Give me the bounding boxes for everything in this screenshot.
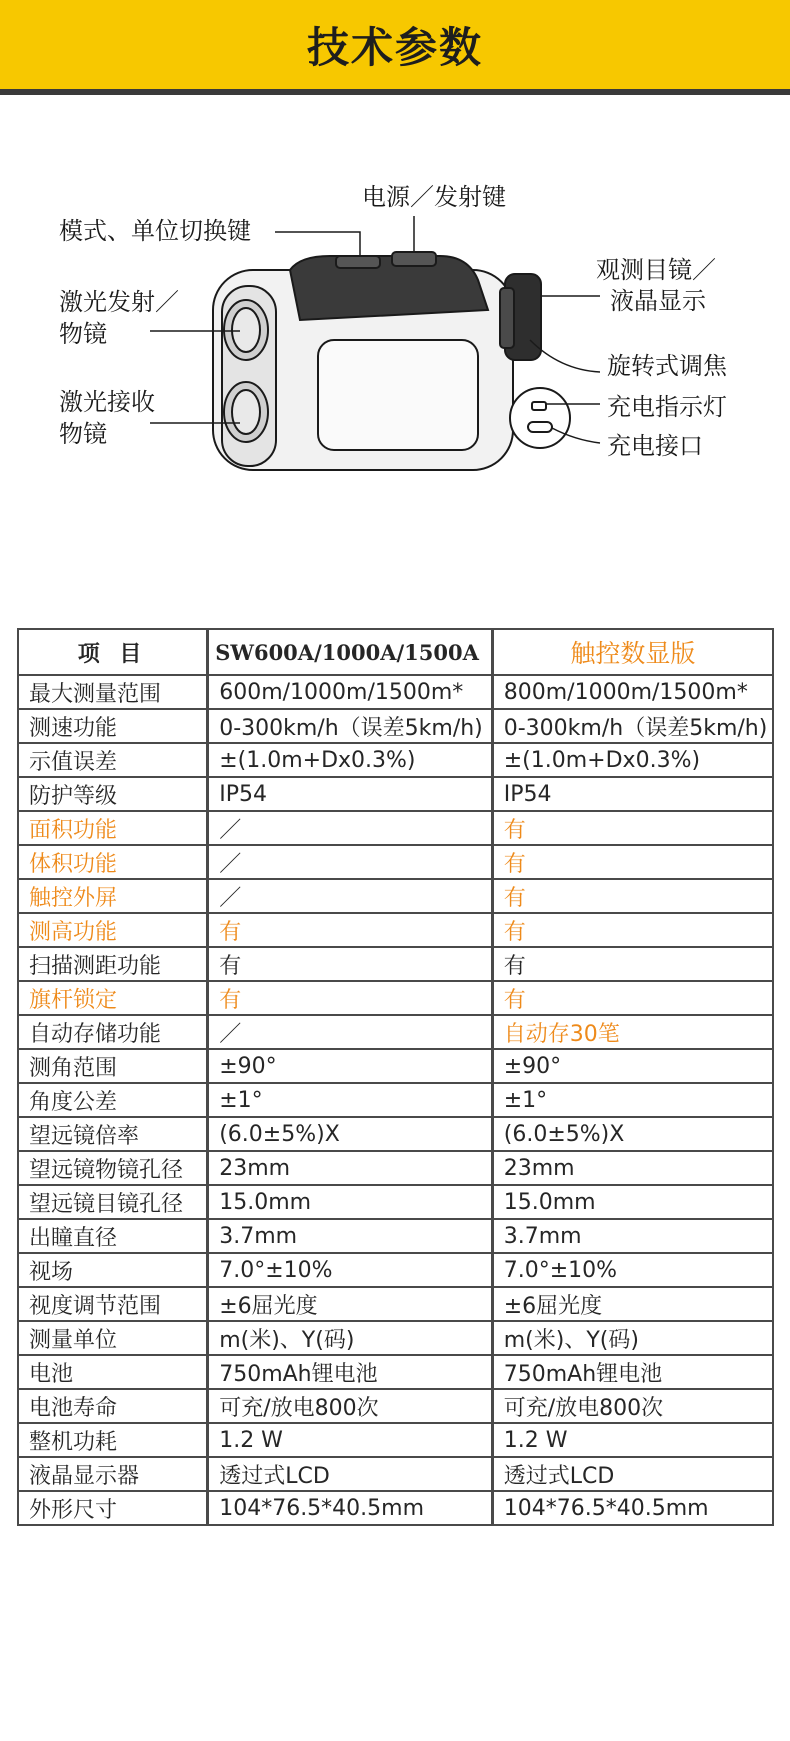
cell-model: 15.0mm (208, 1185, 493, 1219)
cell-touch-version: ±6屈光度 (492, 1287, 773, 1321)
cell-model: ／ (208, 879, 493, 913)
page-title: 技术参数 (306, 22, 483, 72)
table-row (18, 1457, 773, 1491)
cell-model: 600m/1000m/1500m* (208, 675, 493, 709)
cell-touch-version: 自动存30笔 (492, 1015, 773, 1049)
label-eyepiece-1: 观测目镜／ (596, 256, 716, 284)
header-model: SW600A/1000A/1500A (208, 629, 493, 675)
cell-model: m(米)、Y(码) (208, 1321, 493, 1355)
label-focus: 旋转式调焦 (607, 352, 727, 380)
cell-touch-version: (6.0±5%)X (492, 1117, 773, 1151)
label-charge-port: 充电接口 (607, 432, 703, 460)
cell-model: 有 (208, 981, 493, 1015)
label-recv-lens-2: 物镜 (59, 420, 107, 448)
table-row (18, 1049, 773, 1083)
cell-model: 1.2 W (208, 1423, 493, 1457)
table-row (18, 1151, 773, 1185)
cell-touch-version: 7.0°±10% (492, 1253, 773, 1287)
cell-touch-version: 23mm (492, 1151, 773, 1185)
table-header-row (18, 629, 773, 675)
cell-model: 23mm (208, 1151, 493, 1185)
cell-touch-version: ±90° (492, 1049, 773, 1083)
table-row (18, 1219, 773, 1253)
cell-touch-version: 有 (492, 913, 773, 947)
cell-item: 出瞳直径 (18, 1219, 208, 1253)
table-row (18, 1491, 773, 1525)
label-emit-lens-1: 激光发射／ (59, 288, 179, 316)
cell-item: 视度调节范围 (18, 1287, 208, 1321)
cell-model: 3.7mm (208, 1219, 493, 1253)
cell-model: ／ (208, 1015, 493, 1049)
cell-model: 0-300km/h（误差5km/h) (208, 709, 493, 743)
cell-model: ±1° (208, 1083, 493, 1117)
cell-item: 测速功能 (18, 709, 208, 743)
table-row (18, 1389, 773, 1423)
table-row (18, 1253, 773, 1287)
cell-item: 自动存储功能 (18, 1015, 208, 1049)
table-row (18, 709, 773, 743)
cell-touch-version: 1.2 W (492, 1423, 773, 1457)
cell-item: 体积功能 (18, 845, 208, 879)
cell-item: 外形尺寸 (18, 1491, 208, 1525)
cell-model: 有 (208, 913, 493, 947)
title-banner (0, 0, 790, 95)
cell-model: 750mAh锂电池 (208, 1355, 493, 1389)
table-row (18, 1321, 773, 1355)
cell-item: 望远镜目镜孔径 (18, 1185, 208, 1219)
table-row (18, 1287, 773, 1321)
cell-item: 测角范围 (18, 1049, 208, 1083)
table-row (18, 913, 773, 947)
cell-model: 7.0°±10% (208, 1253, 493, 1287)
cell-model: ／ (208, 811, 493, 845)
cell-touch-version: 0-300km/h（误差5km/h) (492, 709, 773, 743)
cell-touch-version: 750mAh锂电池 (492, 1355, 773, 1389)
cell-touch-version: 800m/1000m/1500m* (492, 675, 773, 709)
cell-touch-version: ±(1.0m+Dx0.3%) (492, 743, 773, 777)
cell-item: 电池寿命 (18, 1389, 208, 1423)
device-diagram (0, 183, 790, 540)
cell-touch-version: IP54 (492, 777, 773, 811)
cell-touch-version: 104*76.5*40.5mm (492, 1491, 773, 1525)
cell-item: 触控外屏 (18, 879, 208, 913)
cell-touch-version: 有 (492, 845, 773, 879)
cell-item: 面积功能 (18, 811, 208, 845)
header-item: 项 目 (18, 629, 208, 675)
label-eyepiece-2: 液晶显示 (610, 287, 706, 315)
cell-item: 液晶显示器 (18, 1457, 208, 1491)
cell-item: 防护等级 (18, 777, 208, 811)
cell-touch-version: 透过式LCD (492, 1457, 773, 1491)
cell-touch-version: 3.7mm (492, 1219, 773, 1253)
cell-model: 可充/放电800次 (208, 1389, 493, 1423)
cell-model: 有 (208, 947, 493, 981)
label-recv-lens-1: 激光接收 (59, 388, 155, 416)
table-row (18, 811, 773, 845)
cell-item: 扫描测距功能 (18, 947, 208, 981)
cell-model: 104*76.5*40.5mm (208, 1491, 493, 1525)
table-row (18, 1185, 773, 1219)
cell-item: 电池 (18, 1355, 208, 1389)
cell-item: 望远镜倍率 (18, 1117, 208, 1151)
cell-item: 示值误差 (18, 743, 208, 777)
cell-item: 视场 (18, 1253, 208, 1287)
table-row (18, 947, 773, 981)
table-row (18, 777, 773, 811)
header-touch-version: 触控数显版 (492, 629, 773, 675)
table-row (18, 1355, 773, 1389)
table-row (18, 675, 773, 709)
cell-item: 角度公差 (18, 1083, 208, 1117)
spec-table (17, 628, 774, 1526)
table-row (18, 879, 773, 913)
cell-touch-version: 可充/放电800次 (492, 1389, 773, 1423)
cell-touch-version: 15.0mm (492, 1185, 773, 1219)
table-row (18, 1117, 773, 1151)
cell-item: 测量单位 (18, 1321, 208, 1355)
cell-touch-version: 有 (492, 947, 773, 981)
cell-item: 旗杆锁定 (18, 981, 208, 1015)
label-mode-key: 模式、单位切换键 (59, 217, 251, 245)
spec-table-body (18, 629, 773, 1525)
cell-item: 测高功能 (18, 913, 208, 947)
cell-touch-version: m(米)、Y(码) (492, 1321, 773, 1355)
cell-item: 整机功耗 (18, 1423, 208, 1457)
cell-model: 透过式LCD (208, 1457, 493, 1491)
cell-touch-version: ±1° (492, 1083, 773, 1117)
table-row (18, 1015, 773, 1049)
label-emit-lens-2: 物镜 (59, 320, 107, 348)
label-power-key: 电源／发射键 (362, 183, 506, 211)
cell-model: ±6屈光度 (208, 1287, 493, 1321)
label-charge-indicator: 充电指示灯 (607, 393, 727, 421)
table-row (18, 1423, 773, 1457)
table-row (18, 845, 773, 879)
table-row (18, 743, 773, 777)
cell-touch-version: 有 (492, 879, 773, 913)
cell-model: (6.0±5%)X (208, 1117, 493, 1151)
cell-item: 最大测量范围 (18, 675, 208, 709)
cell-touch-version: 有 (492, 981, 773, 1015)
table-row (18, 1083, 773, 1117)
cell-model: IP54 (208, 777, 493, 811)
cell-model: ±(1.0m+Dx0.3%) (208, 743, 493, 777)
table-row (18, 981, 773, 1015)
cell-touch-version: 有 (492, 811, 773, 845)
cell-model: ／ (208, 845, 493, 879)
cell-item: 望远镜物镜孔径 (18, 1151, 208, 1185)
cell-model: ±90° (208, 1049, 493, 1083)
